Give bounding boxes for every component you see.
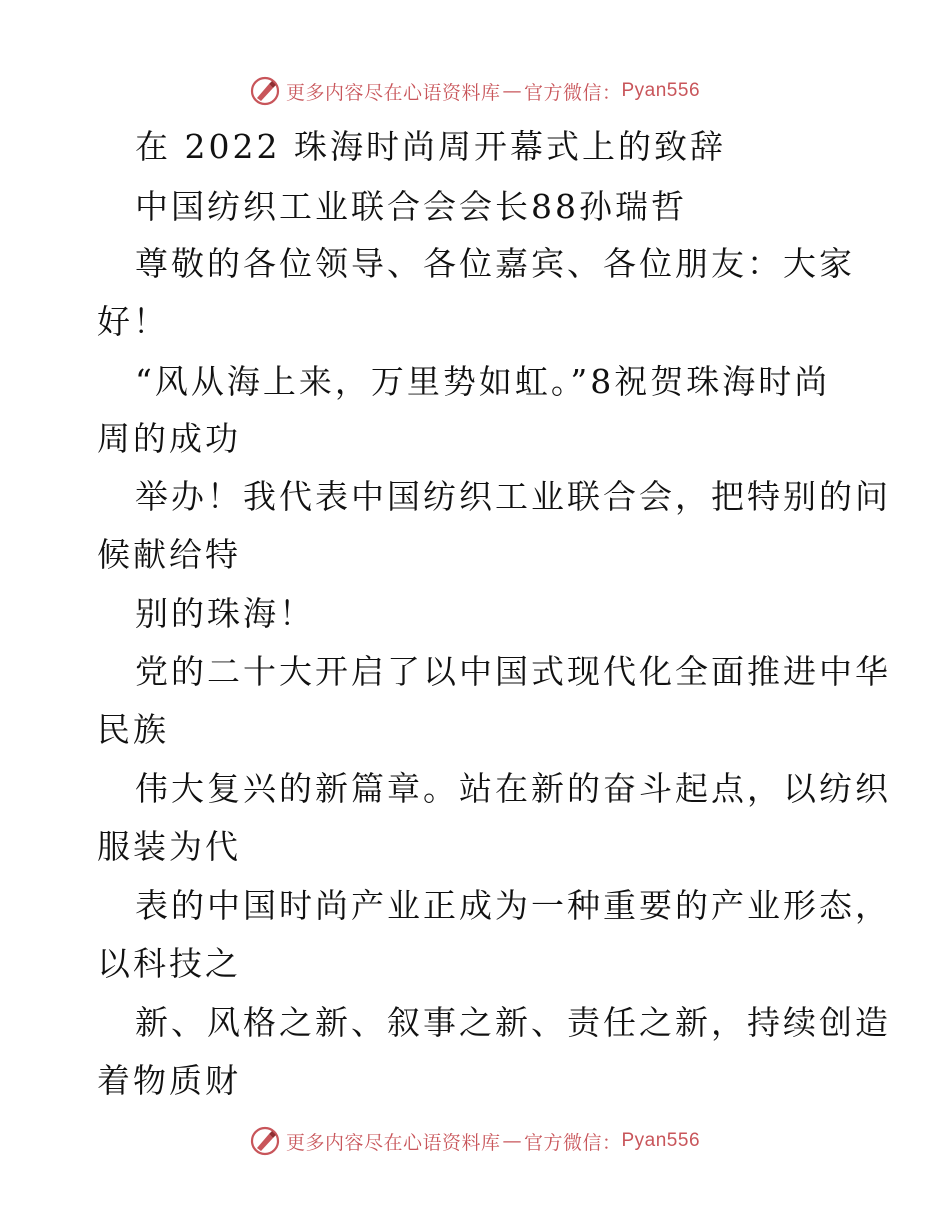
pen-logo-icon xyxy=(250,1126,280,1156)
footer-banner-wechat-id: Pyan556 xyxy=(621,1130,701,1151)
header-banner xyxy=(0,71,950,111)
text-line: 举办！我代表中国纺织工业联合会，把特别的问 xyxy=(135,477,891,516)
text-line: 伟大复兴的新篇章。站在新的奋斗起点，以纺织 xyxy=(135,769,891,808)
header-banner-separator: — xyxy=(502,80,522,102)
header-banner-label: 官方微信： xyxy=(523,81,622,104)
footer-banner-label: 官方微信： xyxy=(523,1131,622,1154)
text-line: 别的珠海！ xyxy=(135,594,315,633)
footer-banner-separator: — xyxy=(502,1130,522,1152)
text-line: 尊敬的各位领导、各位嘉宾、各位朋友：大家 xyxy=(135,244,855,283)
header-banner-text: 更多内容尽在心语资料库 xyxy=(285,81,501,104)
text-line: 在 2022 珠海时尚周开幕式上的致辞 xyxy=(135,127,726,166)
text-line: 中国纺织工业联合会会长88孙瑞哲 xyxy=(135,187,687,226)
text-line: 新、风格之新、叙事之新、责任之新，持续创造 xyxy=(135,1003,891,1042)
pen-logo-icon xyxy=(250,76,280,106)
text-line: 表的中国时尚产业正成为一种重要的产业形态， xyxy=(135,886,891,925)
text-line: 周的成功 xyxy=(97,419,241,458)
text-line: 候献给特 xyxy=(97,535,241,574)
footer-banner-text: 更多内容尽在心语资料库 xyxy=(285,1131,501,1154)
text-line: 以科技之 xyxy=(97,944,241,983)
header-banner-wechat-id: Pyan556 xyxy=(621,80,701,101)
text-line: 服装为代 xyxy=(97,827,241,866)
text-line: 好！ xyxy=(97,302,169,341)
footer-banner xyxy=(0,1121,950,1161)
text-line: 民族 xyxy=(97,710,169,749)
text-line: 党的二十大开启了以中国式现代化全面推进中华 xyxy=(135,652,891,691)
text-line: 着物质财 xyxy=(97,1061,241,1100)
text-line: “风从海上来，万里势如虹。”8祝贺珠海时尚 xyxy=(135,362,831,401)
